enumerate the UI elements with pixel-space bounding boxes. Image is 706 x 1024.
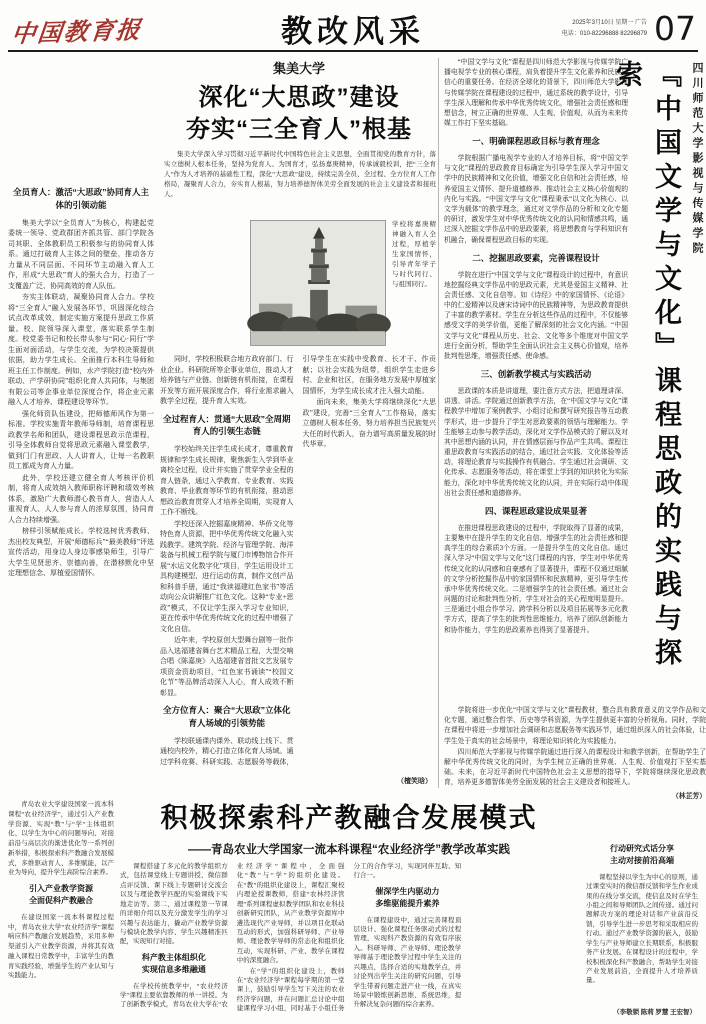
page-header	[10, 4, 696, 48]
article-jimei-columns	[160, 354, 436, 770]
header-meta-lines	[562, 18, 647, 38]
subheading-all-round: 全方位育人：聚合“大思政”立体化育人场域的引领势能	[162, 705, 291, 728]
body-paragraph: 面向未来，集美大学将继续深化“大思政”建设，完善“三全育人”工作格局，落实立德树人根本任务，努力培养担当民族复兴大任的时代新人，奋力谱写高质量发展的时代华章。	[302, 398, 436, 448]
body-paragraph: 在“学”的组织化建设上，教师在“农业经济学”课程每学期的第一堂课上，鼓励引导学生写下关注的农业经济学问题，并在问题汇总讨论中组建课程学习小组，同时基于小组任务分工的合作学习，实现同伴互助、知行合一。	[236, 863, 462, 1013]
lead-paragraph: 青岛农业大学建设国家一流本科课程“农业经济学”，通过引入产业教学资源、实现“教”与“学”主体组织化、以学生为中心的问题导向、对接前沿与高层次的渐进优化等一系列创新举措，积极探索科产教融合发展模式，多维驱动育人、多维赋能，以产业为导向，提升学生高阶综合素养。	[8, 801, 114, 877]
body-paragraph: 在建设国家一流本科课程过程中，青岛农业大学“农业经济学”课程响应科产教融合发展趋势，采用多种渠道引入产业教学资源，并将其有效融入课程日常教学中，丰富学生的教育实践经验，增强学生的产业认知与实践能力。	[8, 913, 114, 980]
section-title: 教改风采	[281, 14, 425, 49]
body-paragraph: 此外，学校还建立健全育人考核评价机制，将育人成效纳入教师职称评聘和绩效考核体系，激励广大教师潜心教书育人，营造人人重视育人、人人参与育人的浓厚氛围，协同育人合力持续增强。	[8, 473, 154, 524]
article-headline: 积极探索科产教融合发展模式	[160, 803, 538, 833]
body-paragraph: 集美大学以“全员育人”为核心，构建起党委统一领导、党政群团齐抓共管、部门学院各司其职、全体教职员工积极参与的协同育人体系。通过打破育人主体之间的壁垒，推动各方力量从不同层面、不同环节主动融入育人工作，形成“大思政”育人的强大合力，打造了一支覆盖广泛、协同高效的育人队伍。	[8, 218, 154, 290]
section-heading-4: 四、课程思政建设成果显著	[484, 506, 587, 516]
article-qau-headline-block	[120, 796, 578, 857]
body-paragraph: 学院根据广播电视学专业的人才培养目标，将“中国文学与文化”课程的思政教育目标确定为引导学生深入学习中国文学中的民族精神和文化价值，增强文化自信和社会责任感，培养爱国主义情怀、提升道德修养、推动社会主义核心价值观的内化与实践。“中国文学与文化”课程秉承“以文化为核心、以文学为载体”的教学理念，通过对文学作品的分析和文化专题的研讨，激发学生对中华优秀传统文化的认同和情感共鸣，通过深入挖掘文学作品中的思政要素，将思想教育与学科知识有机融合，确保课程思政目标的实现。	[444, 155, 628, 244]
article-jimei-headline-block	[160, 58, 438, 145]
lead-paragraph: 集美大学深入学习贯彻习近平新时代中国特色社会主义思想，全面贯彻党的教育方针，落实立德树人根本任务，坚持为党育人、为国育才，弘扬嘉庚精神，传承诚毅校训，把“三全育人”作为人才培养的基础性工程，深化“大思政”建设，持续完善全员、全过程、全方位育人工作格局，凝聚育人合力，夯实育人根基，努力培养德智体美劳全面发展的社会主义建设者和接班人。	[164, 151, 436, 199]
header-meta	[561, 9, 696, 48]
body-paragraph: 课程坚持以学生为中心的原则，通过课堂实时的微信群反馈和学生作业成果的在线分享交流，使信息及时在学生小组之间和导师团队之间传递。通过问题解决方案的理论对话和产业前沿反馈，引导学生进一步思考和采取相应的行动。通过产业教学资源的嵌入，鼓励学生与产业导师建立长期联系，积极服务产业发展。在课程设计的过程中，学校积极深化科产教融合，帮助学生对接产业发展前沿，全面提升人才培养质量。	[586, 873, 698, 985]
section-heading-2: 二、挖掘思政要素，完善课程设计	[472, 252, 600, 263]
section-heading-3: 三、创新教学模式与实践活动	[480, 369, 592, 380]
body-paragraph: 学校联通课内课外、联动线上线下、贯通校内校外，精心打造立体化育人场域。通过学科竞赛、科研实践、志愿服务等载体，引导学生在实践中受教育、长才干、作贡献；以社会实践为纽带，组织学生走进乡村、企业和社区，在服务地方发展中厚植家国情怀，为学生成长成才注入强大动能。	[160, 355, 436, 766]
body-paragraph: 夯实主体联动，凝聚协同育人合力。学校将“三全育人”融入发展各环节，巩固深化综合试点改革成效，制定实施方案提升思政工作质量。校、院领导深入课堂，落实联系学生制度。校党委书记和校长带头参与“同心·同行”学生面对面活动，与学生交流，为学校决策提供依据，助力学生成长。全面推行本科生导师和班主任工作制度。例如，水产学院打造“校内外联动、产学研协同”组织化育人共同体，与集团有限公司等企事业单位深度合作，将企业元素融入人才培养、课程建设等环节。	[8, 293, 154, 406]
author-signature: （林芷芳）	[672, 792, 706, 800]
section-heading-action-research: 行动研究式话分享 主动对接前沿高端	[610, 844, 674, 866]
article-subtitle: ——青岛农业大学国家一流本科课程“农业经济学”教学改革实践	[188, 844, 510, 856]
phone-line: 电话：010-82296888 82296879	[561, 30, 647, 37]
date-line: 2025年3月10日 星期一 广告	[572, 20, 647, 27]
page-number: 07	[654, 9, 696, 48]
vertical-kicker: 四川师范大学影视与传媒学院	[691, 62, 703, 257]
section-heading-1: 一、明确课程思政目标与教育理念	[472, 136, 600, 147]
photo-side-note: 学校将嘉庚精神融入育人全过程，厚植学生家国情怀，引导青年学子与时代同行、与祖国同行。	[392, 221, 436, 289]
body-paragraph: 近年来，学校原创大型舞台剧等一批作品入选福建省舞台艺术精品工程，大型交响合唱《陈嘉庚》入选福建省首批文艺发展专项资金资助项目，“红色家书诵读”“校园文化节”等品牌活动深入人心，育人成效不断彰显。	[160, 636, 294, 697]
body-paragraph: 同时，学校积极联合地方政府部门、行业企业、科研院所等企事业单位，推动人才培养链与产业链、创新链有机衔接，在课程开发等方面开展深度合作，将行业需求融入教学全过程，提升育人实效。	[160, 355, 294, 405]
author-byline: （李敬锁 陈莉 罗慧 王宏智）	[613, 1009, 696, 1016]
body-paragraph: 在课程建设中，通过完善课程顶层设计、强化课程任务驱动式的过程管理，实现科产教资源的有效有序嵌入。科研导师、产业导师、理论教学导师基于理论教学过程中学生关注的兴趣点，选择合适的实地教学点，并讨论列出学生关注的研究问题，引导学生带着问题走进产业一线，在真实场景中锻炼创新思维、系统思维，提升解决复杂问题的综合素养。	[353, 916, 462, 1009]
article-scnu-closing	[444, 706, 706, 800]
body-paragraph: 学院将进一步优化“中国文学与文化”课程教材，整合具有教育意义的文学作品和文化专题，通过整合哲学、历史等学科资源，为学生提供更丰富的分析视角。同时，学院在课程中将进一步增加社会调研和志愿服务等实践环节，通过组织深入的社会体验，让学生处于真实的社会场景中，将理论知识转化为实践能力。	[444, 707, 706, 745]
body-paragraph: 四川师范大学影视与传媒学院通过进行深入的课程设计和教学创新，在帮助学生了解中华优秀传统文化的同时，为学生树立正确的世界观、人生观、价值观打下坚实基础。未来，在习近平新时代中国特色社会主义思想的指导下，学院将继续深化思政教育，培养更多德智体美劳全面发展的社会主义建设者和接班人。	[444, 748, 706, 787]
headline-line1: 深化“大思政”建设	[198, 84, 400, 111]
article-qau-intro-column	[8, 800, 114, 1014]
subheading-all-staff: 全员育人：激活“大思政”协同育人主体的引领动能	[12, 187, 149, 210]
campus-photo	[250, 220, 386, 346]
article-scnu	[444, 58, 706, 800]
article-jimei-column1	[8, 180, 154, 788]
body-paragraph: 学院在进行“中国文学与文化”课程设计的过程中，有意识地挖掘经典文学作品中的思政元素，尤其是爱国主义精神、社会责任感、文化自信等。如《诗经》中的家国情怀、《论语》中的仁爱精神以及唐宋诗词中的民族精神等，为思政教育提供了丰富的教学素材。学生在分析这些作品的过程中，不仅能够感受文学的美学价值，更能了解深刻的社会文化内涵。“中国文学与文化”课程从历史、社会、文化等多个维度对中国文学进行全面分析，帮助学生全面认识社会主义核心价值观，培养批判性思维，增强责任感、使命感。	[444, 271, 628, 360]
section-heading-industry-resources: 引入产业教学资源 全面促科产教融合	[29, 884, 93, 906]
article-qau	[8, 796, 698, 1018]
author-signature: （檀笑晗）	[397, 777, 432, 785]
body-paragraph: 课程搭建了多元化的教学组织方式，包括课堂线上专题讲授、微信群点评反馈、课下线上专题研讨交流会以及与理论教学匹配的实验课线下实地走访等。第二，通过课程第一节课的详细介绍以及充分激发学生的学习兴趣与表达能力，撬动产业教学资源与模块化教学内容、学生兴趣精准匹配，实现知行对接。	[120, 863, 228, 946]
masthead-logo: 中国教育报	[9, 17, 144, 49]
body-paragraph: 强化师资队伍建设，把师德师风作为第一标准。学校实施青年教师导师制，培育课程思政教学名师和团队，建设课程思政示范课程，引导全体教师自觉将思政元素融入课堂教学，做到门门有思政、人人讲育人，让每一名教职员工都成为育人力量。	[8, 409, 154, 470]
body-paragraph: 思政课的本质是讲道理，要注意方式方法，把道理讲深、讲透、讲活。学院通过创新教学方法，在“中国文学与文化”课程教学中增加了案例教学、小组讨论和撰写研究报告等互动教学形式，进一步提升了学生对思政要素的领悟与理解能力。学生能够主动参与教学活动，深化对文学作品模式的了解以及对其中思想内涵的认同，并在情感层面与作品产生共鸣。课程注重思政教育与实践活动的结合，通过社会实践、文化体验等活动，将理论教育与实践操作有机融合。学生通过社会调研、文化传承、志愿服务等活动，将在课堂上学到的知识转化为实际能力，深化对中华优秀传统文化的认同，并在实际行动中体现出社会责任感和道德修养。	[444, 387, 628, 497]
section-heading-motivation: 催深学生内驱动力 多维驱能提升素养	[375, 886, 440, 909]
article-jimei	[8, 58, 436, 790]
section-heading-organization: 科产教主体组织化 实现信息多维融通	[141, 952, 206, 975]
vertical-headline: 『中国文学与文化』课程思政的实践与探索	[612, 60, 681, 672]
column-divider	[438, 58, 439, 788]
body-paragraph: 学校还深入挖掘嘉庚精神、华侨文化等特色育人资源，把中华优秀传统文化融入实践教学。建筑学院、经济与管理学院、海洋装备与机械工程学院与厦门市博物馆合作开展“水运文化数字化”项目，学生运用设计工具构建模型、进行运动仿真，制作文创产品和科普手册，通过“我读福建红色家书”等活动向公众讲解推广红色文化。这种“专业+思政”模式，不仅让学生深入学习专业知识，更在传承中华优秀传统文化的过程中增强了文化自信。	[160, 519, 294, 633]
body-paragraph: 榜样引领赋能成长。学校选树优秀教师、杰出校友典型，开展“师德标兵”“最美教师”评选宣传活动，用身边人身边事感染师生，引导广大学生见贤思齐、崇德向善，在潜移默化中坚定理想信念、厚植爱国情怀。	[8, 527, 154, 577]
header-rule	[8, 50, 698, 52]
subheading-whole-process: 全过程育人：贯通“大思政”全周期育人的引领生态链	[162, 413, 291, 437]
body-paragraph: 在推进课程思政建设的过程中，学院取得了显著的成果，主要集中在提升学生的文化自信、增强学生的社会责任感和提高学生的综合素质3个方面。一是提升学生的文化自信。通过深入学习“中国文学与文化”这门课程的内容，学生对中华优秀传统文化的认同感和自豪感有了显著提升，课程不仅通过细腻的文学分析挖掘作品中的家国情怀和民族精神，更引导学生传承中华优秀传统文化。二是增强学生的社会责任感。通过社会问题的讨论和批判性分析，学生对社会的关心程度明显提升。三是通过小组合作学习、跨学科分析以及项目拓展等多元化教学方式，提高了学生的批判性思维能力，培养了团队创新能力和协作能力，学生的思政素养也得到了显著提升。	[444, 524, 628, 634]
article-qau-right-column	[586, 838, 698, 1014]
lead-paragraph: “中国文学与文化”课程是四川师范大学影视与传媒学院广播电视学专业的核心课程，肩负着提升学生文化素养和民族自信心的重要任务。在经济全球化的背景下，四川师范大学影视与传媒学院在课程建设的过程中，通过系统的教学设计，引导学生深入理解和传承中华优秀传统文化，增强社会责任感和理想信念，树立正确的世界观、人生观、价值观，从而为未来传媒工作打下坚实基础。	[444, 59, 628, 128]
article-scnu-body	[444, 58, 628, 700]
headline-line2: 夯实“三全育人”根基	[186, 115, 412, 143]
body-paragraph: 在学校传统教学中，“农业经济学”课程主要依靠教师的单一讲授。为了创新教学模式，青岛农业大学在“农业经济学”课程中，全面强化“教”与“学”的组织化建设。在“教”的组织化建设上，课程汇聚校内理论授课教师，搭建“农林经济管理”系列课程虚拟教学团队和农业科技创新研究团队，从产业教学资源库中遴选现代产业导师，并以项目化联动互动的形式，加强科研导师、产业导师、理论教学导师的常态化和组织化互动，实现科研、产业、教学在课程中的深度融合。	[120, 863, 345, 1009]
article-kicker: 集美大学	[272, 61, 325, 76]
article-qau-columns	[120, 862, 578, 1014]
body-paragraph: 学校始终关注学生成长成才，尊重教育规律和学生成长规律，聚焦新生入学到毕业离校全过程，设计并实施了贯穿学业全程的育人链条，通过入学教育、专业教育、实践教育、毕业教育等环节的有机衔接，推动思想政治教育贯穿人才培养全周期，实现育人工作不断线。	[160, 445, 294, 516]
